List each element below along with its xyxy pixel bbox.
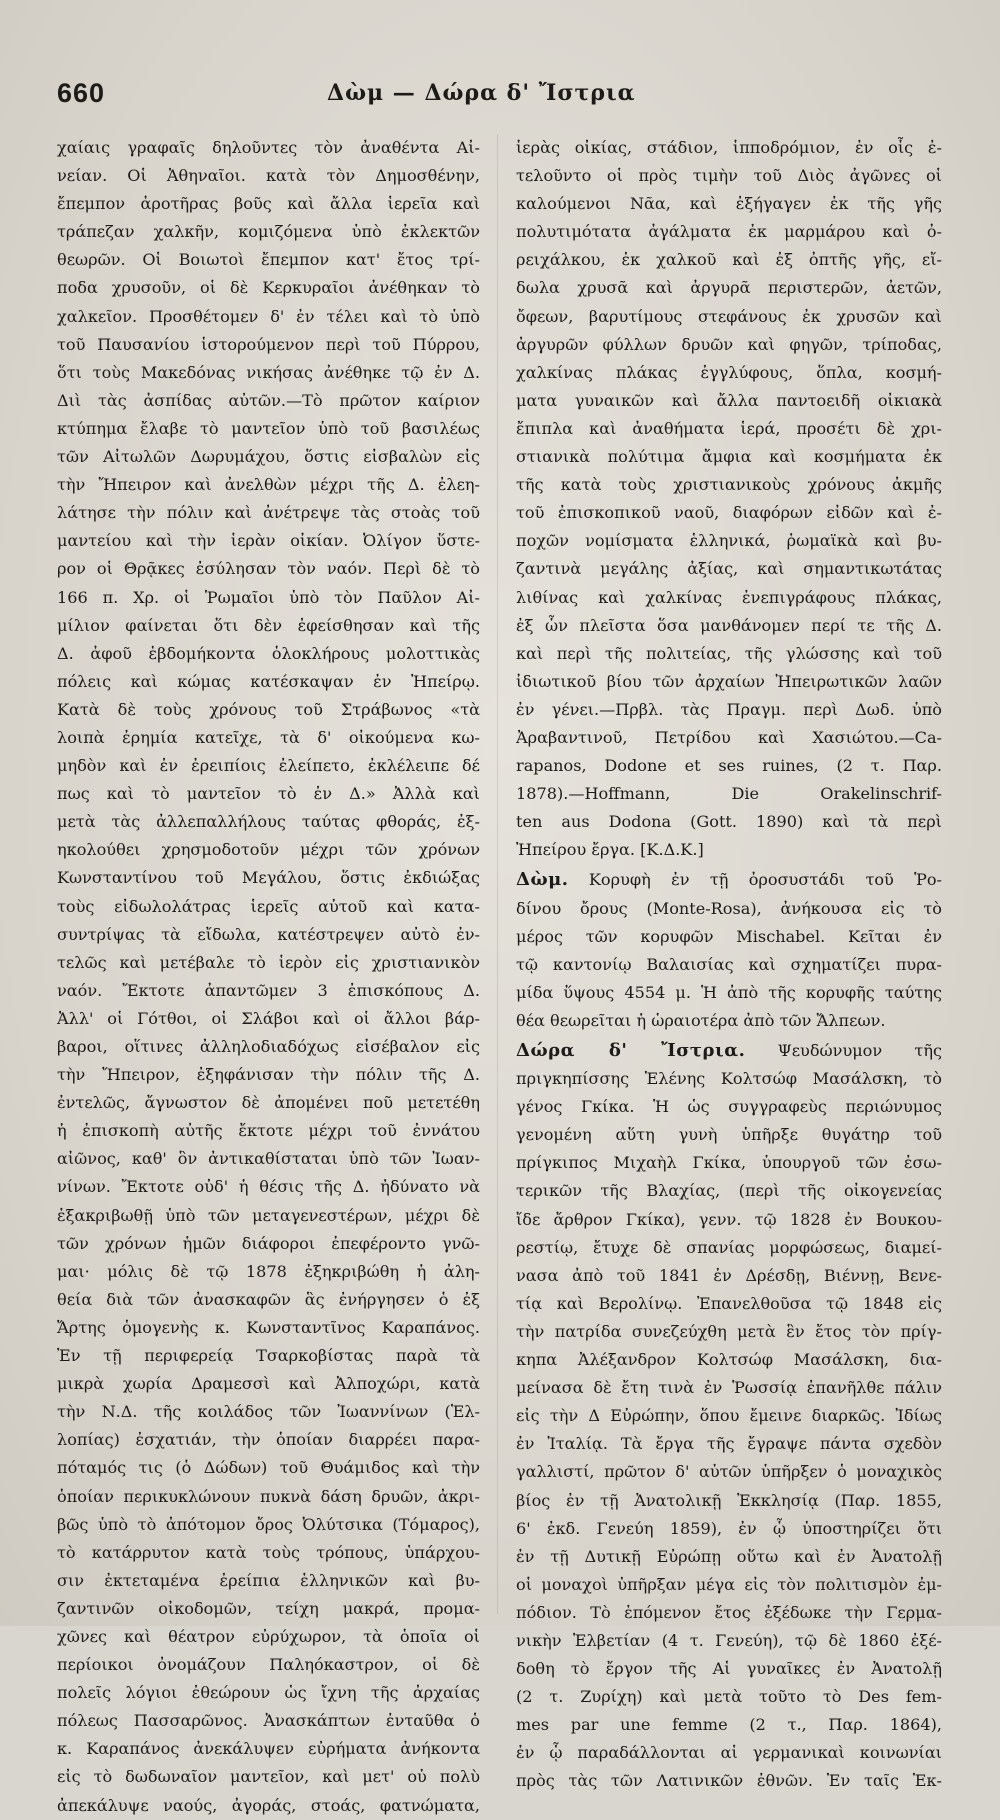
text-line: πριγκηπίσσης Ἑλένης Κολτσώφ Μασάλσκη, τὸ	[516, 1069, 942, 1089]
text-line: θέα θεωρεῖται ἡ ὡραιοτέρα ἀπὸ τῶν Ἄλπεων.	[516, 1010, 886, 1030]
text-line: οἱ μοναχοὶ ὑπῆρξαν μέγα εἰς τὸν πολιτισμὸν ἐμ-	[516, 1574, 942, 1594]
text-line: χαλκίνας πλάκας ἐγγλύφους, ὅπλα, κοσμή-	[516, 362, 942, 382]
text-line: ρον οἱ Θρᾷκες ἐσύλησαν τὸν ναόν. Περὶ δὲ τὸ	[57, 559, 480, 579]
text-line: τελοῦντο οἱ πρὸς τιμὴν τοῦ Διὸς ἀγῶνες οἱ	[516, 166, 942, 186]
text-line: μίδα ὕψους 4554 μ. Ἡ ἀπὸ τῆς κορυφῆς ταύτης	[516, 982, 942, 1002]
text-line: χῶνες καὶ θέατρον εὐρύχωρον, τὰ ὁποῖα οἱ	[57, 1626, 480, 1646]
text-line: τὴν Ἤπειρον καὶ ἀνελθὼν μέχρι τῆς Δ. ἐλεη-	[57, 475, 480, 495]
text-line: Κατὰ δὲ τοὺς χρόνους τοῦ Στράβωνος «τὰ	[57, 699, 480, 719]
text-line: τοῦ Παυσανίου ἱστορούμενον περὶ τοῦ Πύρρου,	[57, 334, 480, 354]
entry-title-dom: Δὼμ.	[516, 869, 569, 891]
right-column	[516, 134, 942, 1796]
text-line: εἰς τὸ δωδωναῖον μαντεῖον, καὶ μετ' οὐ πολὺ	[57, 1767, 480, 1787]
text-line: κ. Καραπάνος ἀνεκάλυψεν εὐρήματα ἀνήκοντα	[57, 1739, 480, 1759]
dom-entry-first-line	[516, 866, 942, 894]
text-line: τίᾳ καὶ Βερολίνῳ. Ἐπανελθοῦσα τῷ 1848 εἰς	[516, 1293, 942, 1313]
text-line: Ψευδώνυμον τῆς	[777, 1041, 942, 1060]
text-line: ποχῶν νομίσματα ἑλληνικά, ῥωμαϊκὰ καὶ βυ-	[516, 531, 942, 551]
column-divider	[497, 134, 498, 1614]
text-line: δίνου ὄρους (Monte-Rosa), ἀνήκουσα εἰς τὸ	[516, 898, 942, 918]
text-line: χαλκεῖον. Προσθέτομεν δ' ἐν τέλει καὶ τὸ ὑπὸ	[57, 306, 480, 326]
text-line: τοῦ ἐπισκοπικοῦ ναοῦ, διαφόρων εἰδῶν καὶ ἐ-	[516, 503, 942, 523]
text-line: αἰῶνος, καθ' ὃν ἀντικαθίσταται ὑπὸ τῶν Ἰωαν-	[57, 1149, 480, 1169]
text-line: πόδιον. Τὸ ἑπόμενον ἔτος ἐξέδωκε τὴν Γερμα-	[516, 1602, 942, 1622]
text-line: νείαν. Οἱ Ἀθηναῖοι. κατὰ τὸν Δημοσθένην,	[57, 166, 480, 186]
dom-entry	[516, 866, 942, 1035]
text-line: περίοικοι ὀνομάζουν Παληόκαστρον, οἱ δὲ	[57, 1655, 480, 1675]
text-line: λιθίνας καὶ χαλκίνας ἐνεπιγράφους πλάκας,	[516, 587, 942, 607]
text-line: ἐν Ἰταλίᾳ. Τὰ ἔργα τῆς ἔγραψε πάντα σχεδὸν	[516, 1434, 942, 1454]
text-line: δωλα χρυσᾶ καὶ ἀργυρᾶ περιστερῶν, ἀετῶν,	[516, 278, 942, 298]
text-line: θεωρῶν. Οἱ Βοιωτοὶ ἔπεμπον κατ' ἔτος τρί-	[57, 250, 480, 270]
text-line: μαντείου καὶ τὴν ἱερὰν οἰκίαν. Ὀλίγον ὕστε-	[57, 531, 480, 551]
text-line: ἴδε ἄρθρον Γκίκα), γενν. τῷ 1828 ἐν Βουκου-	[516, 1209, 942, 1229]
text-line: Ἀλλ' οἱ Γότθοι, οἱ Σλάβοι καὶ οἱ ἄλλοι βάρ-	[57, 1008, 480, 1028]
page-header	[57, 78, 943, 118]
text-line: τράπεζαν χαλκῆν, κομιζόμενα ὑπὸ ἐκλεκτῶν	[57, 222, 480, 242]
text-line: (2 τ. Ζυρίχη) καὶ μετὰ τοῦτο τὸ Des fem-	[516, 1687, 942, 1707]
text-line: τὴν Ἤπειρον, ἐξηφάνισαν τὴν πόλιν τῆς Δ.	[57, 1065, 480, 1085]
text-line: ὄφεων, βαρυτίμους στεφάνους ἐκ χρυσῶν καὶ	[516, 306, 942, 326]
text-line: ἀργυρῶν φύλλων δρυῶν καὶ φηγῶν, τρίποδας,	[516, 334, 942, 354]
text-line: μετὰ τὰς ἀλλεπαλλήλους ταύτας φθοράς, ἐξ-	[57, 812, 480, 832]
text-line: ἐξακριβωθῇ ὑπὸ τῶν μεταγενεστέρων, μέχρι δὲ	[57, 1205, 480, 1225]
text-line: λοπίας) ἐσχατιάν, τὴν ὁποίαν διαρρέει παρα-	[57, 1430, 480, 1450]
text-line: γαλλιστί, πρῶτον δ' αὐτῶν ὑπῆρξεν ὁ μοναχικὸς	[516, 1462, 942, 1482]
text-line: ἐντελῶς, ἄγνωστον δὲ ἀπομένει ποῦ μετετέθη	[57, 1093, 480, 1113]
text-line: νικὴν Ἑλβετίαν (4 τ. Γενεύη), τῷ δὲ 1860 ἐξέ-	[516, 1630, 942, 1650]
text-line: ναόν. Ἔκτοτε ἀπαντῶμεν 3 ἐπισκόπους Δ.	[57, 980, 480, 1000]
text-line: στιανικὰ πολύτιμα ἄμφια καὶ κοσμήματα ἐκ	[516, 447, 942, 467]
text-line: πρὸς τὰς τῶν Λατινικῶν ἐθνῶν. Ἐν ταῖς Ἐκ-	[516, 1771, 942, 1791]
text-line: ρεστίῳ, ἔτυχε δὲ σπανίας μορφώσεως, διαμεί-	[516, 1237, 942, 1257]
text-line: μηδὸν καὶ ἐν ἐρειπίοις ἐλείπετο, ἐκλέλειπε δέ	[57, 756, 480, 776]
text-line: γένος Γκίκα. Ἡ ὡς συγγραφεὺς περιώνυμος	[516, 1097, 942, 1117]
left-column	[57, 134, 480, 1820]
text-line: τῶν χρόνων ἡμῶν διάφοροι ἐπεφέροντο γνῶ-	[57, 1233, 480, 1253]
text-line: ἱερὰς οἰκίας, στάδιον, ἱπποδρόμιον, ἐν οἷς ἐ-	[516, 138, 942, 157]
text-line: θεία διὰ τῶν ἀνασκαφῶν ἃς ἐνήργησεν ὁ ἐξ	[57, 1289, 480, 1309]
text-line: 1878).—Hoffmann, Die Orakelinschrif-	[516, 784, 942, 804]
text-line: πολυτιμότατα ἀγάλματα ἐκ μαρμάρου καὶ ὀ-	[516, 222, 942, 242]
text-line: μείνασα δὲ ἔτη τινὰ ἐν Ῥωσσίᾳ ἐπανῆλθε πάλιν	[516, 1378, 942, 1398]
text-line: ἐξ ὧν πλεῖστα ὅσα μανθάνομεν περί τε τῆς Δ.	[516, 615, 942, 635]
text-line: βῶς ὑπὸ τὸ ἀπότομον ὄρος Ὀλύτσικα (Τόμαρος),	[57, 1514, 480, 1534]
text-line: γενομένη αὕτη γυνὴ ὑπῆρξε θυγάτηρ τοῦ	[516, 1125, 942, 1145]
text-line: ἔπεμπον ἀροτῆρας βοῦς καὶ ἄλλα ἱερεῖα καὶ	[57, 194, 480, 214]
text-line: τοὺς εἰδωλολάτρας ἱερεῖς αὐτοῦ καὶ κατα-	[57, 896, 480, 916]
text-line: ὁποίαν περικυκλώνουν πυκνὰ δάση δρυῶν, ἀκρι-	[57, 1486, 480, 1506]
text-line: Ἐν τῇ περιφερείᾳ Τσαρκοβίστας παρὰ τὰ	[57, 1346, 480, 1366]
text-line: δοθη τὸ ἔργον τῆς Αἱ γυναῖκες ἐν Ἀνατολῇ	[516, 1659, 942, 1679]
text-line: καλούμενοι Νᾶα, καὶ ἐξήγαγεν ἐκ τῆς γῆς	[516, 194, 942, 214]
text-line: ἐν ᾧ παραδάλλονται αἱ γερμανικαὶ κοινωνίαι	[516, 1743, 942, 1763]
text-line: Ἄρτης ὁμογενὴς κ. Κωνσταντῖνος Καραπάνος.	[57, 1317, 480, 1337]
text-line: τὴν Ν.Δ. τῆς κοιλάδος τῶν Ἰωαννίνων (Ἑλ-	[57, 1402, 480, 1422]
text-line: ἐν γένει.—Πρβλ. τὰς Πραγμ. περὶ Δωδ. ὑπὸ	[516, 699, 942, 719]
text-line: ποδα χρυσοῦν, οἱ δὲ Κερκυραῖοι ἀνέθηκαν τὸ	[57, 278, 480, 298]
text-line: Κωνσταντίνου τοῦ Μεγάλου, ὅστις ἐκδιώξας	[57, 868, 480, 888]
text-line: νίνων. Ἔκτοτε οὐδ' ἡ θέσις τῆς Δ. ἠδύνατο νὰ	[57, 1177, 480, 1197]
text-line: μικρὰ χωρία Δραμεσσὶ καὶ Ἀλποχώρι, κατὰ	[57, 1374, 480, 1394]
text-line: βαροι, οἵτινες ἀλληλοδιαδόχως εἰσέβαλον εἰς	[57, 1037, 480, 1056]
text-line: λοιπὰ ἐρημία κατεῖχε, τὰ δ' οἰκούμενα κω-	[57, 727, 480, 747]
text-line: ὅτι τοὺς Μακεδόνας νικήσας ἀνέθηκε τῷ ἐν Δ.	[57, 362, 480, 382]
text-line: ten aus Dodona (Gott. 1890) καὶ τὰ περὶ	[516, 812, 942, 832]
text-line: Κορυφὴ ἐν τῇ ὀροσυστάδι τοῦ Ῥο-	[588, 870, 942, 890]
text-line: καὶ περὶ τῆς πολιτείας, τῆς γλώσσης καὶ τοῦ	[516, 643, 942, 663]
text-line: σιν ἐκτεταμένα ἐρείπια ἑλληνικῶν καὶ βυ-	[57, 1570, 480, 1590]
text-line: mes par une femme (2 τ., Παρ. 1864),	[516, 1715, 942, 1735]
text-line: ἔπιπλα καὶ ἀναθήματα ἱερά, προσέτι δὲ χρι-	[516, 418, 942, 438]
text-line: πρίγκιπος Μιχαὴλ Γκίκα, ὑπουργοῦ τῶν ἐσω-	[516, 1153, 942, 1173]
running-head: Δὼμ — Δώρα δ' Ἴστρια	[327, 80, 636, 106]
text-line: ἰδιωτικοῦ βίου τῶν ἀρχαίων Ἠπειρωτικῶν λαῶν	[516, 671, 942, 691]
text-line: τὴν πατρίδα συνεζεύχθη μετὰ ἓν ἔτος τὸν πρίγ-	[516, 1321, 942, 1341]
text-line: ζαντινὰ μεγάλης ἀξίας, καὶ σημαντικωτάτας	[516, 559, 942, 579]
text-line: λάτησε τὴν πόλιν καὶ ἀνέτρεψε τὰς στοὰς τοῦ	[57, 503, 480, 523]
text-line: μίλιον φαίνεται ὅτι δὲν ἐφείσθησαν καὶ τῆς	[57, 615, 480, 635]
text-line: τῷ καντονίῳ Βαλαισίας καὶ σχηματίζει πυρα-	[516, 954, 942, 974]
text-line: εἰς τὴν Δ Εὐρώπην, ὅπου ἔμεινε διαρκῶς. Ἰδίως	[516, 1406, 942, 1426]
text-line: τερικῶν τῆς Βλαχίας, (περὶ τῆς οἰκογενείας	[516, 1181, 942, 1201]
text-line: ἀπεκάλυψε ναούς, ἀγοράς, στοάς, φατνώματα,	[57, 1795, 480, 1815]
entry-title-dora-distria: Δώρα δ' Ἴστρια.	[516, 1040, 746, 1061]
text-line: ἡ ἐπισκοπὴ αὐτῆς ἔκτοτε μέχρι τοῦ ἐννάτου	[57, 1121, 480, 1141]
text-line: ἐν τῇ Δυτικῇ Εὐρώπῃ οὕτω καὶ ἐν Ἀνατολῇ	[516, 1546, 942, 1566]
text-line: 166 π. Χρ. οἱ Ῥωμαῖοι ὑπὸ τὸν Παῦλον Αἰ-	[57, 587, 480, 607]
text-line: Ἠπείρου ἔργα. [Κ.Δ.Κ.]	[516, 840, 704, 860]
page-number: 660	[57, 78, 106, 108]
text-line: 6' ἐκδ. Γενεύη 1859), ἐν ᾧ ὑποστηρίζει ὅτι	[516, 1518, 942, 1538]
text-line: rapanos, Dodone et ses ruines, (2 τ. Παρ.	[516, 756, 942, 776]
text-line: μαι· μόλις δὲ τῷ 1878 ἐξηκριβώθη ἡ ἀλη-	[57, 1261, 480, 1281]
dodona-article-continuation	[516, 134, 942, 864]
text-line: κτύπημα ἔλαβε τὸ μαντεῖον ὑπὸ τοῦ βασιλέως	[57, 418, 480, 438]
text-line: τελῶς καὶ μετέβαλε τὸ ἱερὸν εἰς χριστιανικὸν	[57, 952, 480, 972]
text-line: πολεῖς λόγιοι ἐθεώρουν ὡς ἴχνη τῆς ἀρχαίας	[57, 1683, 480, 1703]
text-line: τῶν Αἰτωλῶν Δωρυμάχου, ὅστις εἰσβαλὼν εἰς	[57, 447, 480, 467]
text-line: τὸ κατάρρυτον κατὰ τοὺς τρόπους, ὑπάρχου-	[57, 1542, 480, 1562]
text-line: νασα ἀπὸ τοῦ 1841 ἐν Δρέσδῃ, Βιέννῃ, Βενε-	[516, 1265, 942, 1285]
text-line: κηπα Ἀλέξανδρον Κολτσώφ Μασάλσκη, δια-	[516, 1350, 942, 1370]
text-line: ζαντινῶν οἰκοδομῶν, τείχη μακρά, προμα-	[57, 1598, 480, 1618]
text-line: τῆς κατὰ τοὺς χριστιανικοὺς χρόνους ἀκμῆς	[516, 475, 942, 495]
text-line: χαίαις γραφαῖς δηλοῦντες τὸν ἀναθέντα Αἰ-	[57, 138, 480, 157]
text-line: πόλεις καὶ κώμας κατέσκαψαν ἐν Ἠπείρῳ.	[57, 671, 480, 691]
text-line: Δ. ἀφοῦ ἑβδομήκοντα ὁλοκλήρους μολοττικὰς	[57, 643, 480, 663]
dora-distria-entry	[516, 1037, 942, 1796]
dora-entry-first-line	[516, 1037, 942, 1065]
text-line: μέρος τῶν κορυφῶν Mischabel. Κεῖται ἐν	[516, 926, 942, 946]
text-line: Διὶ τὰς ἀσπίδας αὐτῶν.—Τὸ πρῶτον καίριον	[57, 390, 480, 410]
text-line: πόλεως Πασσαρῶνος. Ἀνασκάπτων ἐνταῦθα ὁ	[57, 1711, 480, 1731]
text-line: ρειχάλκου, ἐκ χαλκοῦ καὶ ἐξ ὀπτῆς γῆς, εἴ-	[516, 250, 942, 270]
text-line: πως καὶ τὸ μαντεῖον τὸ ἐν Δ.» Ἀλλὰ καὶ	[57, 784, 480, 804]
dodona-article-body	[57, 134, 480, 1820]
text-line: συντρίψας τὰ εἴδωλα, κατέστρεψεν αὐτὸ ἐν-	[57, 924, 480, 944]
text-line: ηκολούθει χρησμοδοτοῦν μέχρι τῶν χρόνων	[57, 840, 480, 860]
text-line: πόταμός τις (ὁ Δώδων) τοῦ Θυάμιδος καὶ τὴν	[57, 1458, 480, 1478]
text-line: Ἀραβαντινοῦ, Πετρίδου καὶ Χασιώτου.—Ca-	[516, 727, 942, 747]
text-line: ματα γυναικῶν καὶ ἄλλα παντοειδῆ οἰκιακὰ	[516, 390, 942, 410]
text-line: βίος ἐν τῇ Ἀνατολικῇ Ἐκκλησίᾳ (Παρ. 1855,	[516, 1490, 942, 1510]
